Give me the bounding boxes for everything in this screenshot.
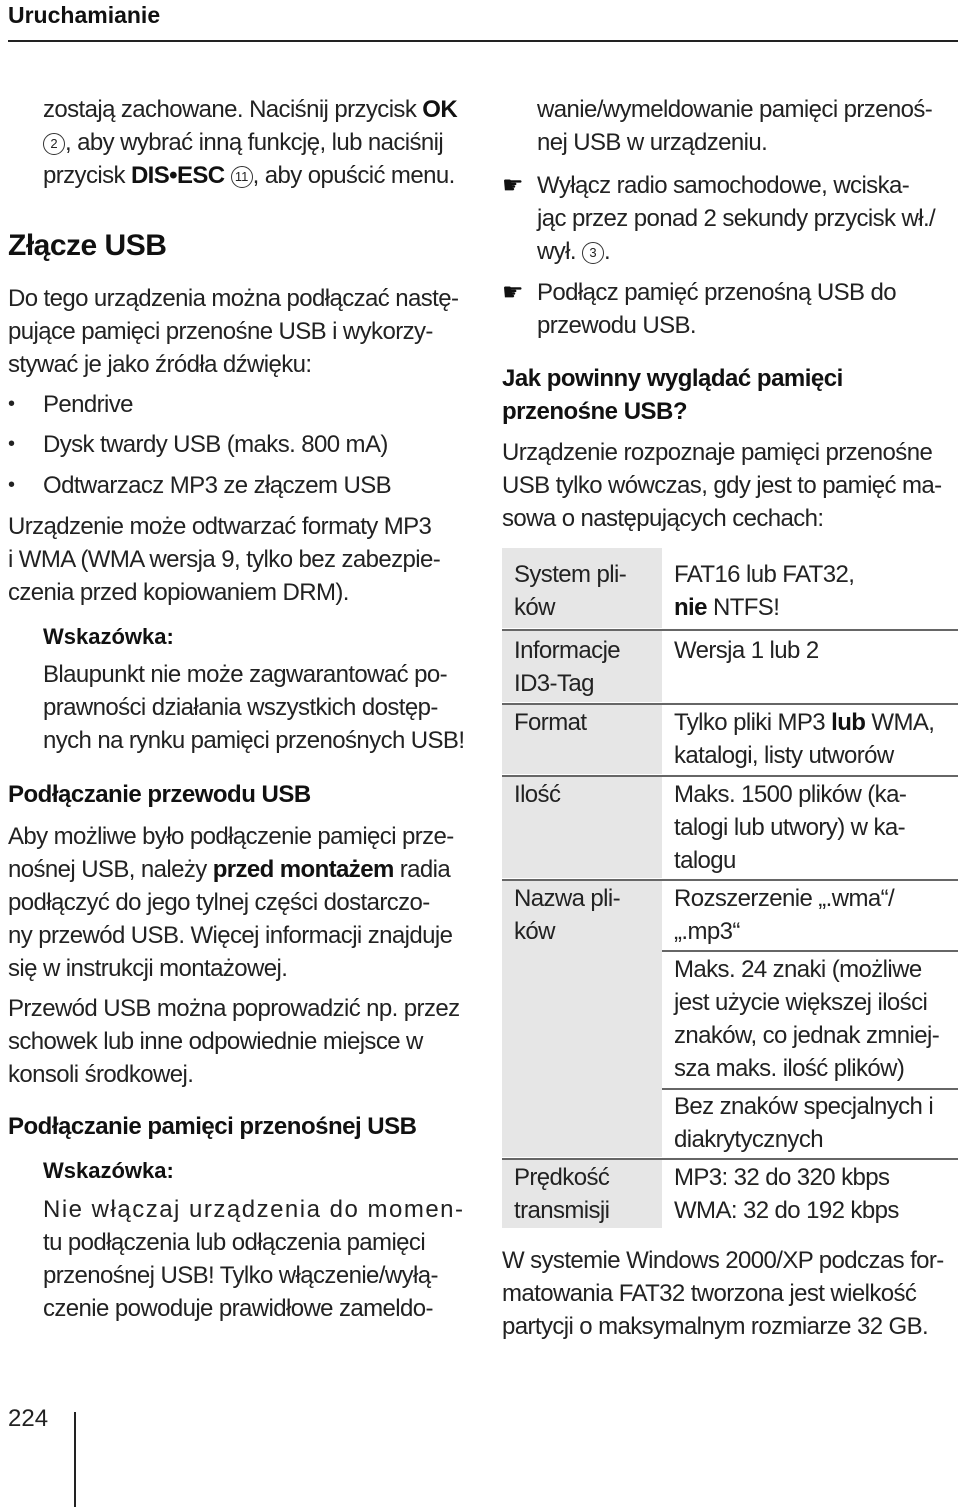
closing-line-2: matowania FAT32 tworzona jest wielkość: [502, 1280, 917, 1307]
note2-text-line-3: przenośnej USB! Tylko włączenie/wyłą-: [43, 1262, 438, 1289]
note-label: Wskazówka:: [43, 1158, 174, 1183]
header-title: Uruchamianie: [8, 2, 161, 28]
table-label-filename-2: ków: [514, 918, 555, 945]
bullet-icon: •: [8, 433, 16, 455]
connect-heading: Podłączanie pamięci przenośnej USB: [8, 1113, 417, 1140]
req-heading-line-2: przenośne USB?: [502, 398, 688, 425]
cable-para2-line-2: schowek lub inne odpowiednie miejsce w: [8, 1028, 423, 1055]
cable-para-line-3: podłączyć do jego tylnej części dostarczo-: [8, 889, 430, 916]
note2-text-line-4: czenie powoduje prawidłowe zameldo-: [43, 1295, 433, 1322]
table-value-filename-ext-1: Rozszerzenie „.wma“/: [674, 885, 895, 912]
table-value-filename-len-3: znaków, co jednak zmniej-: [674, 1022, 940, 1049]
table-subrow-divider: [662, 950, 958, 952]
table-row-divider: [502, 703, 958, 705]
table-row-divider: [502, 1158, 958, 1160]
bullet-icon: •: [8, 393, 16, 415]
table-label-count: Ilość: [514, 781, 561, 808]
table-value-filesystem-1: FAT16 lub FAT32,: [674, 561, 855, 588]
bullet-text: Odtwarzacz MP3 ze złączem USB: [43, 472, 392, 499]
table-value-id3: Wersja 1 lub 2: [674, 637, 819, 664]
table-label-format: Format: [514, 709, 587, 736]
intro-line-3: przycisk DIS•ESC 11 , aby opuścić menu.: [43, 162, 455, 189]
table-value-filename-ext-2: „.mp3“: [674, 918, 740, 945]
note-text-line-1: Blaupunkt nie może zagwarantować po-: [43, 661, 447, 688]
step-item: ☛ Podłącz pamięć przenośną USB do przewodu USB.: [502, 276, 960, 342]
bullet-text: Pendrive: [43, 391, 133, 418]
cable-para2-line-1: Przewód USB można poprowadzić np. przez: [8, 995, 460, 1022]
table-value-count-1: Maks. 1500 plików (ka-: [674, 781, 907, 808]
table-label-speed-1: Prędkość: [514, 1164, 610, 1191]
cont-line-2: nej USB w urządzeniu.: [537, 129, 768, 156]
table-value-filesystem-2: nie NTFS!: [674, 594, 780, 621]
table-value-count-2: talogi lub utwory) w ka-: [674, 814, 906, 841]
intro-line-2: 2 , aby wybrać inną funkcję, lub naciśnij: [43, 126, 443, 159]
button-number-11: 11: [231, 166, 253, 188]
bullet-text: Dysk twardy USB (maks. 800 mA): [43, 431, 388, 458]
req-heading-line-1: Jak powinny wyglądać pamięci: [502, 365, 843, 392]
table-label-filename-1: Nazwa pli-: [514, 885, 621, 912]
closing-line-3: partycji o maksymalnym rozmiarze 32 GB.: [502, 1313, 929, 1340]
button-number-3: 3: [582, 242, 604, 264]
cable-para2-line-3: konsoli środkowej.: [8, 1061, 194, 1088]
list-item: [8, 428, 468, 461]
table-value-filename-chars-1: Bez znaków specjalnych i: [674, 1093, 934, 1120]
format-para-line-1: Urządzenie może odtwarzać formaty MP3: [8, 513, 432, 540]
cable-para-line-5: się w instrukcji montażowej.: [8, 955, 288, 982]
table-value-speed-2: WMA: 32 do 192 kbps: [674, 1197, 899, 1224]
bullet-icon: •: [8, 474, 16, 496]
format-para-line-2: i WMA (WMA wersja 9, tylko bez zabezpie-: [8, 546, 441, 573]
note-label: Wskazówka:: [43, 624, 174, 649]
cable-para-line-1: Aby możliwe było podłączenie pamięci prze-: [8, 823, 454, 850]
cable-para-line-4: ny przewód USB. Więcej informacji znajduje: [8, 922, 453, 949]
table-value-filename-len-2: jest użycie większej ilości: [674, 989, 928, 1016]
usb-para-line-1: Do tego urządzenia można podłączać nastę-: [8, 285, 459, 312]
table-value-filename-len-4: sza maks. ilość plików): [674, 1055, 905, 1082]
note-text-line-3: nych na rynku pamięci przenośnych USB!: [43, 727, 465, 754]
table-value-speed-1: MP3: 32 do 320 kbps: [674, 1164, 890, 1191]
req-para-line-2: USB tylko wówczas, gdy jest to pamięć ma-: [502, 472, 942, 499]
req-para-line-3: sowa o następujących cechach:: [502, 505, 824, 532]
closing-line-1: W systemie Windows 2000/XP podczas for-: [502, 1247, 944, 1274]
usb-para-line-3: stywać je jako źródła dźwięku:: [8, 351, 312, 378]
ok-key-label: OK: [422, 96, 458, 123]
note2-text-line-1: Nie włączaj urządzenia do momen-: [43, 1196, 465, 1223]
usb-heading: Złącze USB: [8, 229, 167, 262]
note-text-line-2: prawności działania wszystkich dostęp-: [43, 694, 438, 721]
table-row-divider: [502, 775, 958, 777]
table-value-format-1: Tylko pliki MP3 lub WMA,: [674, 709, 935, 736]
table-value-count-3: talogu: [674, 847, 736, 874]
cable-heading: Podłączanie przewodu USB: [8, 781, 311, 808]
format-para-line-3: czenia przed kopiowaniem DRM).: [8, 579, 349, 606]
table-label-filesystem-1: System pli-: [514, 561, 627, 588]
cable-para-line-2: nośnej USB, należy przed montażem radia: [8, 856, 451, 883]
table-value-filename-len-1: Maks. 24 znaki (możliwe: [674, 956, 922, 983]
table-label-id3-2: ID3-Tag: [514, 670, 594, 697]
dis-esc-key-label: DIS•ESC: [130, 162, 225, 189]
table-row-divider: [502, 879, 958, 881]
button-number-2: 2: [43, 133, 65, 155]
pointing-hand-icon: ☛: [502, 172, 524, 199]
footer-rule: [74, 1412, 76, 1507]
table-label-speed-2: transmisji: [514, 1197, 610, 1224]
note2-text-line-2: tu podłączenia lub odłączenia pamięci: [43, 1229, 426, 1256]
pointing-hand-icon: ☛: [502, 279, 524, 306]
table-row-divider: [502, 629, 958, 631]
cont-line-1: wanie/wymeldowanie pamięci przenoś-: [537, 96, 933, 123]
table-label-filesystem-2: ków: [514, 594, 555, 621]
req-para-line-1: Urządzenie rozpoznaje pamięci przenośne: [502, 439, 933, 466]
table-label-id3-1: Informacje: [514, 637, 621, 664]
list-item: [8, 469, 468, 502]
step-item: ☛ Wyłącz radio samochodowe, wciska- jąc przez ponad 2 sekundy przycisk wł./ wył. 3 .: [502, 169, 960, 268]
usb-para-line-2: pujące pamięci przenośne USB i wykorzy-: [8, 318, 433, 345]
header-rule: [8, 40, 958, 42]
page-number: 224: [8, 1405, 49, 1432]
table-value-format-2: katalogi, listy utworów: [674, 742, 894, 769]
intro-line-1: zostają zachowane. Naciśnij przycisk OK: [43, 96, 458, 123]
table-value-filename-chars-2: diakrytycznych: [674, 1126, 823, 1153]
list-item: [8, 388, 468, 421]
